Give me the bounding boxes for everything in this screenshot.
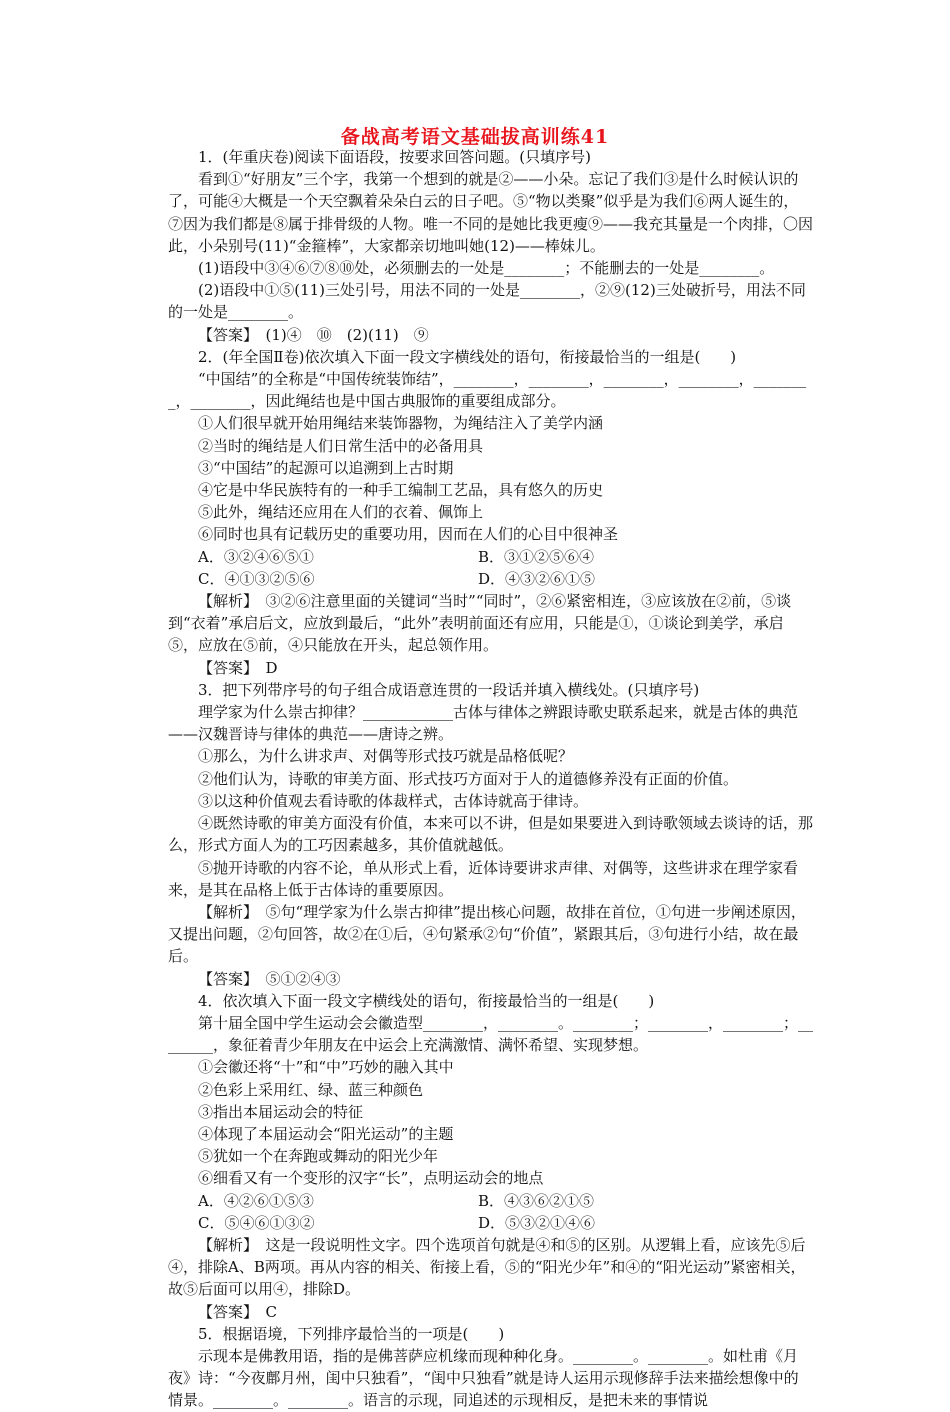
q2-item: ⑥同时也具有记载历史的重要功用，因而在人们的心目中很神圣 [198,525,619,544]
q2-stem: 2．(年全国Ⅱ卷)依次填入下面一段文字横线处的语句，衔接最恰当的一组是( ) [198,347,737,366]
q4-item: ⑤犹如一个在奔跑或舞动的阳光少年 [198,1147,439,1166]
q2-item: ⑤此外，绳结还应用在人们的衣着、佩饰上 [198,503,484,522]
q2-passage: “中国结”的全称是“中国传统装饰结”，________，________，________，________，________，________，因此绳结也是中国古典服饰的重要组成部分。 [168,370,807,411]
q3-passage: 理学家为什么崇古抑律？____________古体与律体之辨跟诗歌史联系起来，就是古体的典范——汉魏晋诗与律体的典范——唐诗之辨。 [168,703,799,744]
q2-option-b: B．③①②⑤⑥④ [478,547,595,566]
q3-item: ⑤抛开诗歌的内容不论，单从形式上看，近体诗要讲求声律、对偶等，这些讲求在理学家看来，是其在品格上低于古体诗的重要原因。 [168,858,799,899]
q2-options-row [168,568,813,590]
q3-analysis: 【解析】 ⑤句“理学家为什么崇古抑律”提出核心问题，故排在首位，①句进一步阐述原因，又提出问题，②句回答，故②在①后，④句紧承②句“价值”，紧跟其后，③句进行小结，故在最后。 [168,902,806,966]
q4-options-row [168,1190,813,1212]
q1-stem: 1．(年重庆卷)阅读下面语段，按要求回答问题。(只填序号) [198,148,591,166]
q2-item: ④它是中华民族特有的一种手工编制工艺品，具有悠久的历史 [198,481,604,500]
q2-option-d: D．④③②⑥①⑤ [478,569,596,588]
q2-analysis: 【解析】 ③②⑥注意里面的关键词“当时”“同时”，②⑥紧密相连，③应该放在②前，⑤谈到“衣着”承启后文，应放到最后，“此外”表明前面还有应用，只能是①，①谈论到美学，承启⑤，应放在⑤前，④只能放在开头，起总领作用。 [168,592,792,655]
q4-option-a: A．④②⑥①⑤③ [198,1191,314,1210]
q1-passage: 看到①“好朋友”三个字，我第一个想到的就是②——小朵。忘记了我们③是什么时候认识的了，可能④大概是一个天空飘着朵朵白云的日子吧。⑤“物以类聚”似乎是为我们⑥两人诞生的，⑦因为我们都是⑧属于排骨级的人物。唯一不同的是她比我更瘦⑨——我充其量是一个肉排，〇因此，小朵别号(11)“金箍棒”，大家都亲切地叫她(12)——棒妹儿。 [168,170,814,255]
q4-item: ①会徽还将“十”和“中”巧妙的融入其中 [198,1058,454,1077]
q4-option-d: D．⑤③②①④⑥ [478,1213,596,1232]
q1-sub2: (2)语段中①⑤(11)三处引号，用法不同的一处是________，②⑨(12)三处破折号，用法不同的一处是________。 [168,281,806,322]
q2-option-a: A．③②④⑥⑤① [198,547,314,566]
q4-option-c: C．⑤④⑥①③② [198,1213,315,1232]
q4-stem: 4．依次填入下面一段文字横线处的语句，衔接最恰当的一组是( ) [198,991,655,1010]
q2-option-c: C．④①③②⑤⑥ [198,569,315,588]
q3-item: ③以这种价值观去看诗歌的体裁样式，古体诗就高于律诗。 [198,791,589,810]
q3-item: ④既然诗歌的审美方面没有价值，本来可以不讲，但是如果要进入到诗歌领域去谈诗的话，那么，形式方面人为的工巧因素越多，其价值就越低。 [168,814,814,855]
q3-item: ②他们认为，诗歌的审美方面、形式技巧方面对于人的道德修养没有正面的价值。 [198,769,739,788]
q1-answer: 【答案】 (1)④ ⑩ (2)(11) ⑨ [198,325,429,344]
q3-item: ①那么，为什么讲求声、对偶等形式技巧就是品格低呢？ [198,747,574,766]
q4-item: ④体现了本届运动会“阳光运动”的主题 [198,1124,454,1143]
q4-options-row [168,1212,813,1234]
q2-item: ①人们很早就开始用绳结来装饰器物，为绳结注入了美学内涵 [198,414,604,433]
q4-item: ⑥细看又有一个变形的汉字“长”，点明运动会的地点 [198,1169,544,1188]
q2-item: ③“中国结”的起源可以追溯到上古时期 [198,458,454,477]
q3-answer: 【答案】 ⑤①②④③ [198,969,341,988]
q4-item: ③指出本届运动会的特征 [198,1102,364,1121]
q2-item: ②当时的绳结是人们日常生活中的必备用具 [198,436,484,455]
document-body [168,146,813,1412]
q4-analysis: 【解析】 这是一段说明性文字。四个选项首句就是④和⑤的区别。从逻辑上看，应该先⑤后④，排除A、B两项。再从内容的相关、衔接上看，⑤的“阳光少年”和④的“阳光运动”紧密相关，故⑤后面可以用④，排除D。 [168,1235,806,1299]
q4-answer: 【答案】 C [198,1302,277,1321]
q5-stem: 5．根据语境，下列排序最恰当的一项是( ) [198,1324,505,1343]
page-title: 备战高考语文基础拔高训练41 [340,126,610,148]
q4-option-b: B．④③⑥②①⑤ [478,1191,595,1210]
q4-passage: 第十届全国中学生运动会会徽造型________，________。________；________，________；________，象征着青少年朋友在中运会上充满激情、满怀希望、实现梦想。 [168,1013,814,1055]
q5-passage: 示现本是佛教用语，指的是佛菩萨应机缘而现种种化身。________。________。如杜甫《月夜》诗：“今夜鄜月州，闺中只独看”，“闺中只独看”就是诗人运用示现修辞手法来描绘想像中的情景。________。________。语言的示现，同追述的示现相反，是把未来的事情说 [168,1346,799,1410]
q1-sub1: (1)语段中③④⑥⑦⑧⑩处，必须删去的一处是________；不能删去的一处是________。 [198,259,775,278]
q2-options-row [168,546,813,568]
q4-item: ②色彩上采用红、绿、蓝三种颜色 [198,1080,424,1099]
q3-stem: 3．把下列带序号的句子组合成语意连贯的一段话并填入横线处。(只填序号) [198,680,700,699]
q2-answer: 【答案】 D [198,658,278,677]
